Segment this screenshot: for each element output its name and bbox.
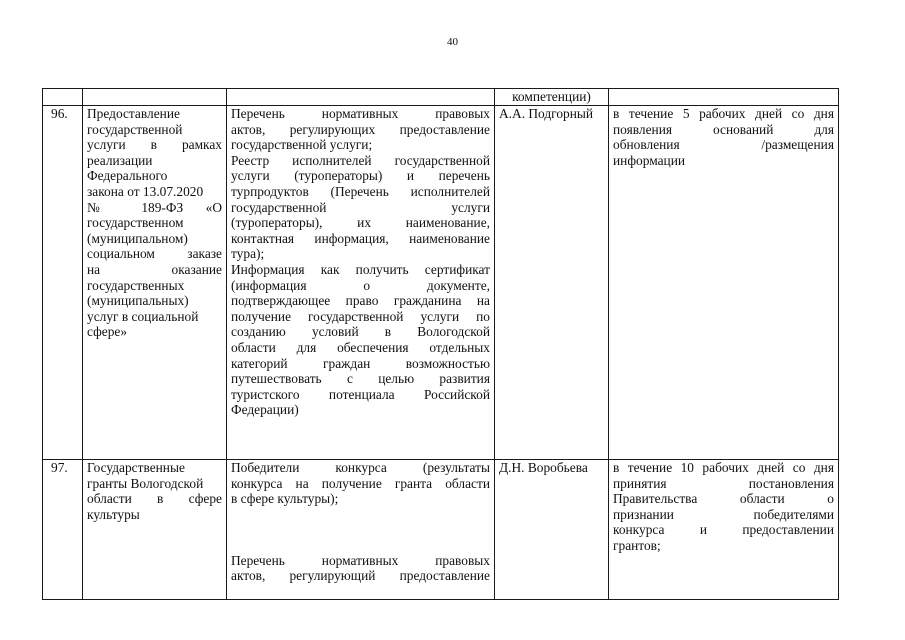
table-row-96 — [43, 106, 839, 460]
title-line: услуг в социальной — [87, 308, 199, 324]
table-header-continuation-row — [43, 89, 839, 106]
title-line: (муниципальных) — [87, 293, 189, 309]
cell-term-header — [609, 89, 839, 106]
content-line: государственной услуги — [231, 199, 490, 215]
title-line: реализации — [87, 152, 153, 168]
document-table — [42, 88, 839, 600]
title-line: закона от 13.07.2020 — [87, 183, 204, 199]
title-line: Государственные — [87, 460, 185, 475]
content-line: услуги (туроператоры) и перечень — [231, 168, 490, 184]
content-line: в сфере культуры); — [231, 491, 339, 507]
title-line: гранты Вологодской — [87, 475, 204, 491]
title-line: сфере» — [87, 324, 128, 340]
content-line: Реестр исполнителей государственной — [231, 152, 490, 168]
term-line: в течение 10 рабочих дней со дня — [613, 460, 834, 475]
title-line: Федерального — [87, 168, 168, 184]
term-line: конкурса и предоставлении — [613, 522, 834, 538]
service-title-cell — [83, 106, 227, 460]
content-line: государственной услуги; — [231, 137, 373, 153]
content-line: Перечень нормативных правовых — [231, 106, 490, 121]
cell-responsible-header — [495, 89, 609, 106]
content-line: (информация о документе, — [231, 277, 490, 293]
content-spacer — [231, 507, 490, 553]
title-line: государственном — [87, 215, 184, 231]
content-line: туристского потенциала Российской — [231, 386, 490, 402]
content-line: путешествовать с целью развития — [231, 371, 490, 387]
title-line: Предоставление — [87, 106, 180, 121]
content-line: созданию условий в Вологодской — [231, 324, 490, 340]
content-line: актов, регулирующий предоставление — [231, 568, 490, 584]
content-line: подтверждающее право гражданина на — [231, 293, 490, 309]
content-line: Перечень нормативных правовых — [231, 552, 490, 568]
term-line: появления оснований для — [613, 121, 834, 137]
responsible-person-cell — [495, 460, 609, 600]
title-line: культуры — [87, 506, 140, 522]
responsible-name: А.А. Подгорный — [499, 106, 594, 121]
content-line: тура); — [231, 246, 265, 262]
term-line: информации — [613, 152, 686, 168]
responsible-name: Д.Н. Воробьева — [499, 460, 588, 475]
title-line: государственных — [87, 277, 185, 293]
term-line: обновления /размещения — [613, 137, 834, 153]
title-line: государственной — [87, 121, 183, 137]
update-term-cell — [609, 460, 839, 600]
service-title-cell — [83, 460, 227, 600]
title-line: (муниципальном) — [87, 230, 188, 246]
title-line: № 189-ФЗ «О — [87, 199, 222, 215]
responsible-header-text: компетенции) — [512, 89, 591, 104]
content-line: Информация как получить сертификат — [231, 261, 490, 277]
content-line: (туроператоры), их наименование, — [231, 215, 490, 231]
content-line: актов, регулирующих предоставление — [231, 121, 490, 137]
term-line: принятия постановления — [613, 475, 834, 491]
row-number: 96. — [43, 106, 83, 460]
term-line: Правительства области о — [613, 491, 834, 507]
row-number: 97. — [43, 460, 83, 600]
content-line: Победители конкурса (результаты — [231, 460, 490, 475]
term-line: грантов; — [613, 537, 661, 553]
title-line: на оказание — [87, 261, 222, 277]
term-line: в течение 5 рабочих дней со дня — [613, 106, 834, 121]
information-content-cell — [227, 106, 495, 460]
content-line: получение государственной услуги по — [231, 308, 490, 324]
title-line: области в сфере — [87, 491, 222, 507]
content-line: Федерации) — [231, 402, 299, 418]
table-row-97 — [43, 460, 839, 600]
content-line: контактная информация, наименование — [231, 230, 490, 246]
term-line: признании победителями — [613, 506, 834, 522]
content-line: конкурса на получение гранта области — [231, 475, 490, 491]
cell-content-header — [227, 89, 495, 106]
title-line: социальном заказе — [87, 246, 222, 262]
content-line: области для обеспечения отдельных — [231, 339, 490, 355]
title-line: услуги в рамках — [87, 137, 222, 153]
page-number: 40 — [447, 36, 458, 48]
information-content-cell — [227, 460, 495, 600]
update-term-cell — [609, 106, 839, 460]
cell-num-header — [43, 89, 83, 106]
content-line: турпродуктов (Перечень исполнителей — [231, 183, 490, 199]
cell-title-header — [83, 89, 227, 106]
responsible-person-cell — [495, 106, 609, 460]
content-line: категорий граждан возможностью — [231, 355, 490, 371]
